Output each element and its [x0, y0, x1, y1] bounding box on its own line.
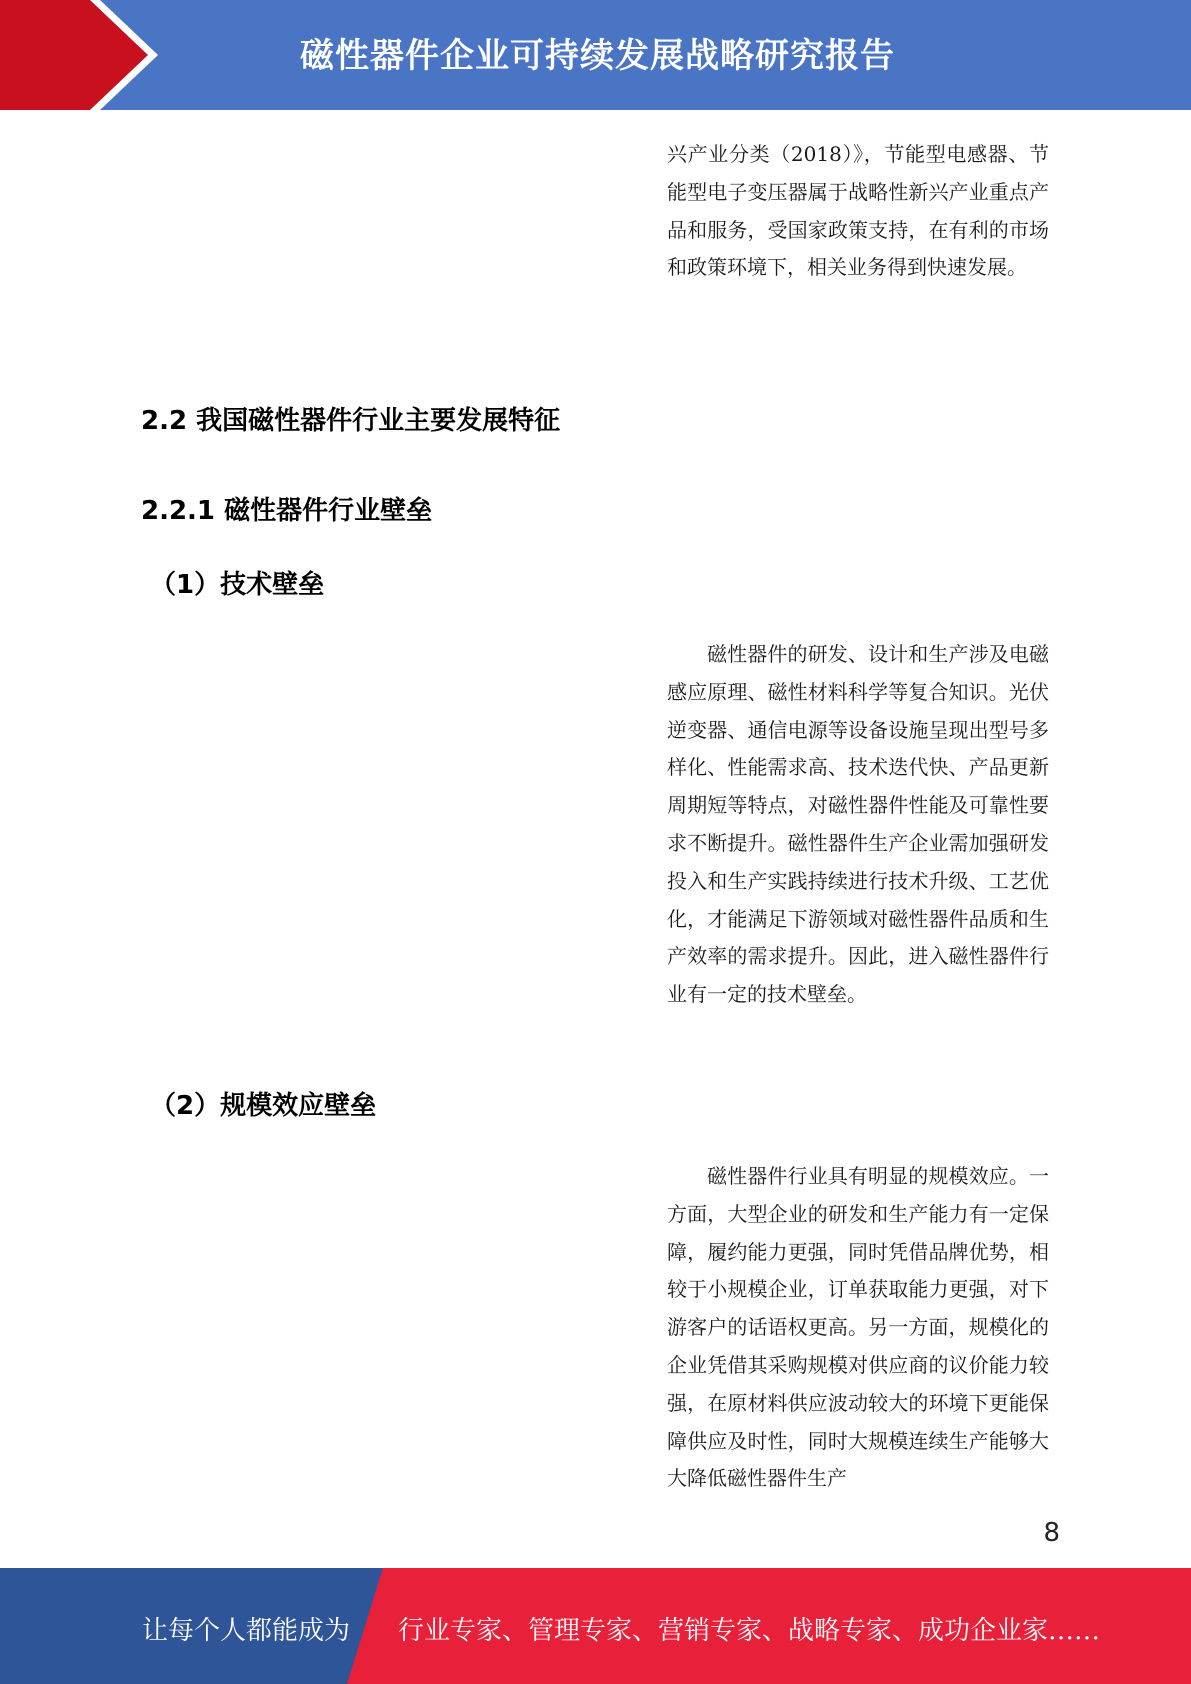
barrier-technology-heading: （1）技术壁垒 [150, 570, 325, 600]
page-header [0, 0, 1191, 110]
report-title: 磁性器件企业可持续发展战略研究报告 [300, 36, 895, 76]
section-heading: 2.2 我国磁性器件行业主要发展特征 [141, 406, 561, 436]
footer-slogan-left: 让每个人都能成为 [142, 1616, 351, 1646]
barrier-scale-paragraph: 磁性器件行业具有明显的规模效应。一方面，大型企业的研发和生产能力有一定保障，履约能力更强，同时凭借品牌优势，相较于小规模企业，订单获取能力更强，对下游客户的话语权更高。另一方面，规模化的企业凭借其采购规模对供应商的议价能力较强，在原材料供应波动较大的环境下更能保障供应及时性，同时大规模连续生产能够大大降低磁性器件生产 [667, 1164, 1049, 1491]
intro-paragraph: 兴产业分类（2018）》，节能型电感器、节能型电子变压器属于战略性新兴产业重点产品和服务，受国家政策支持，在有利的市场和政策环境下，相关业务得到快速发展。 [667, 142, 1049, 280]
footer-slogan-right: 行业专家、管理专家、营销专家、战略专家、成功企业家…… [398, 1616, 1101, 1646]
barrier-scale-heading: （2）规模效应壁垒 [150, 1091, 377, 1121]
page-number: 8 [1043, 1518, 1060, 1548]
header-red-chevron [0, 0, 148, 110]
barrier-technology-paragraph: 磁性器件的研发、设计和生产涉及电磁感应原理、磁性材料科学等复合知识。光伏逆变器、通信电源等设备设施呈现出型号多样化、性能需求高、技术迭代快、产品更新周期短等特点，对磁性器件性能及可靠性要求不断提升。磁性器件生产企业需加强研发投入和生产实践持续进行技术升级、工艺优化，才能满足下游领域对磁性器件品质和生产效率的需求提升。因此，进入磁性器件行业有一定的技术壁垒。 [667, 642, 1049, 1007]
subsection-heading: 2.2.1 磁性器件行业壁垒 [141, 496, 433, 526]
